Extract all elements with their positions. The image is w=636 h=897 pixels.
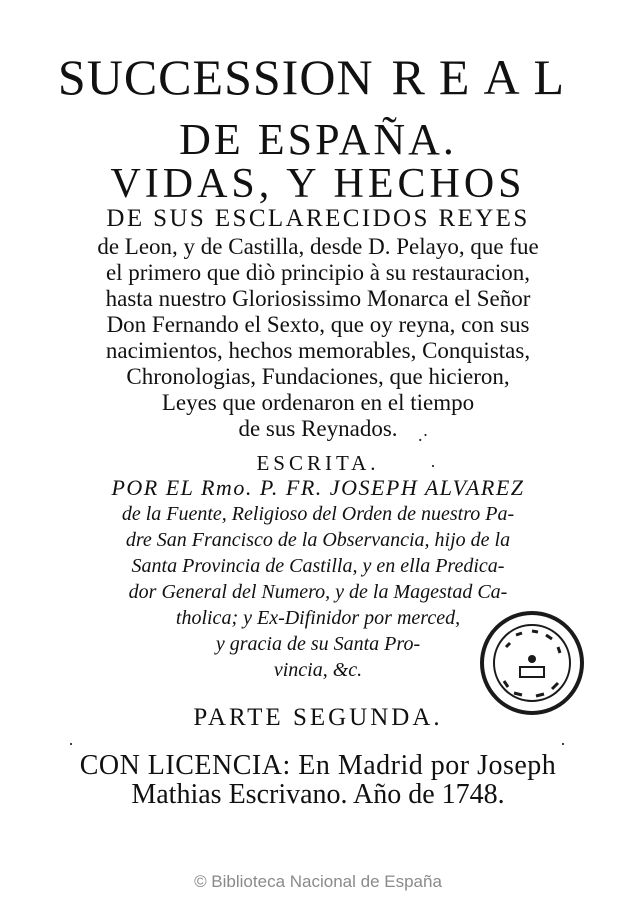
- library-stamp-icon: [476, 607, 588, 719]
- ink-specks: ·: [560, 734, 566, 754]
- author-line: POR EL Rmo. P. FR. JOSEPH ALVAREZ: [111, 475, 525, 500]
- copyright-credit: © Biblioteca Nacional de España: [194, 872, 442, 891]
- author-detail-line: tholica; y Ex-Difinidor por merced,: [175, 607, 461, 629]
- author-detail-line: de la Fuente, Religioso del Orden de nuestro Pa-: [121, 503, 515, 525]
- body-line: de Leon, y de Castilla, desde D. Pelayo, que fue: [97, 234, 539, 259]
- title-word-real: REAL: [391, 49, 579, 105]
- imprint-line-1: CON LICENCIA: En Madrid por Joseph: [79, 750, 557, 781]
- title-word-succession: SUCCESSION: [57, 49, 374, 105]
- body-line: el primero que diò principio à su restauracion,: [105, 260, 531, 285]
- author-detail-line: dor General del Numero, y de la Magestad Ca-: [128, 581, 508, 603]
- author-detail-line: Santa Provincia de Castilla, y en ella Predica-: [131, 555, 505, 577]
- body-line: Don Fernando el Sexto, que oy reyna, con sus: [106, 312, 530, 337]
- body-line: hasta nuestro Gloriosissimo Monarca el Señor: [105, 286, 531, 311]
- ink-specks: ·: [68, 734, 74, 754]
- body-line: Chronologias, Fundaciones, que hicieron,: [126, 364, 510, 389]
- ink-specks: ·: [430, 456, 436, 476]
- title-line-3: VIDAS, Y HECHOS: [110, 161, 526, 207]
- body-line: Leyes que ordenaron en el tiempo: [161, 390, 475, 415]
- escrita-heading: ESCRITA.: [256, 451, 380, 475]
- title-line-4: DE SUS ESCLARECIDOS REYES: [106, 205, 530, 232]
- author-detail-line: dre San Francisco de la Observancia, hijo de la: [125, 529, 511, 551]
- title-line-1: [0, 49, 636, 105]
- body-line: nacimientos, hechos memorables, Conquistas,: [105, 338, 531, 363]
- ink-specks: .·: [418, 425, 429, 445]
- imprint-line-2: Mathias Escrivano. Año de 1748.: [131, 779, 505, 810]
- part-heading: PARTE SEGUNDA.: [193, 704, 443, 731]
- author-detail-line: y gracia de su Santa Pro-: [215, 633, 421, 655]
- author-detail-line: vincia, &c.: [273, 659, 363, 681]
- body-line: de sus Reynados.: [238, 416, 398, 441]
- title-line-2: DE ESPAÑA.: [179, 115, 457, 164]
